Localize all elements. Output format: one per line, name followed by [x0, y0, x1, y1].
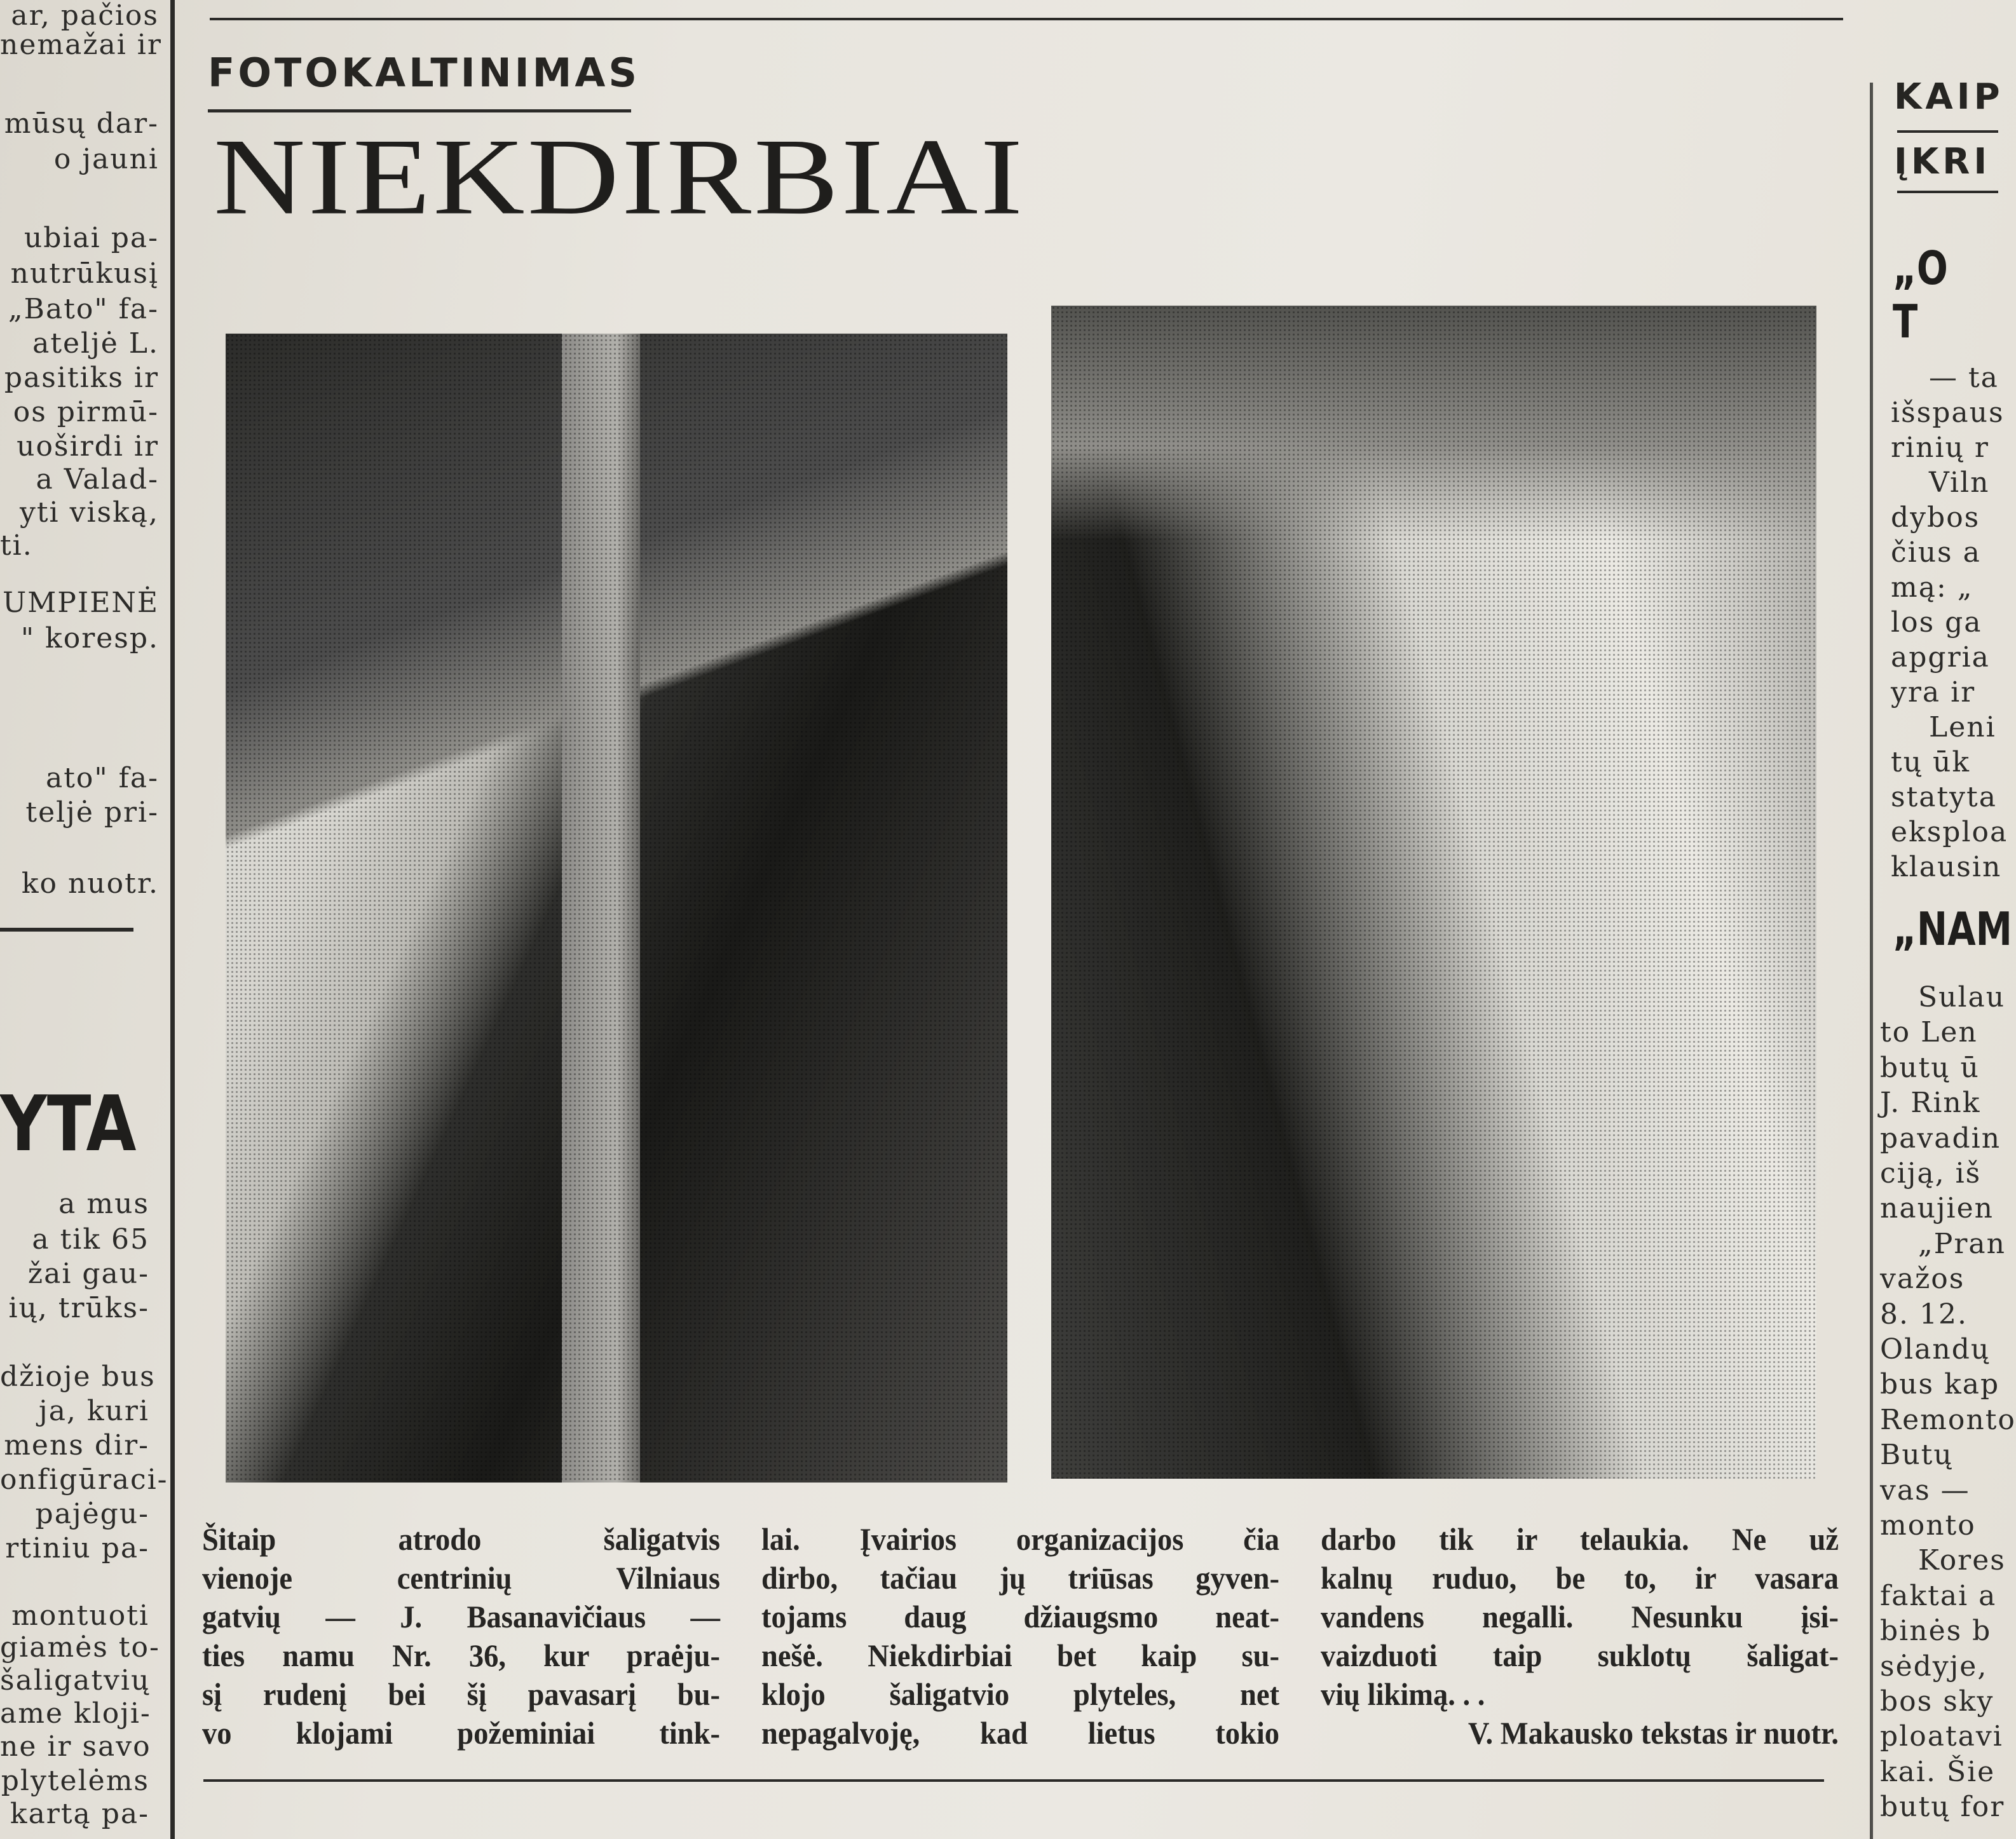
left-column-line: ar, pačios	[11, 0, 159, 32]
right-column-line: faktai a	[1880, 1579, 1997, 1612]
right-column-line: monto	[1880, 1509, 1976, 1542]
column-rule-right	[1870, 83, 1873, 1839]
right-column-line: mą: „	[1891, 571, 1973, 604]
caption-line: sį rudenį bei šį pavasarį bu-	[202, 1676, 720, 1712]
column-rule-left	[170, 0, 175, 1839]
left-column-line: nemažai ir	[0, 29, 162, 61]
caption-line: darbo tik ir telaukia. Ne už	[1321, 1521, 1839, 1557]
right-column-line: J. Rink	[1880, 1087, 1981, 1120]
right-subheading: „O T	[1893, 241, 1948, 348]
left-column-line: džioje bus	[0, 1361, 156, 1393]
photo-broken-sidewalk-street	[1051, 306, 1816, 1479]
caption-line: gatvių — J. Basanavičiaus —	[202, 1599, 720, 1634]
left-column-line: montuoti	[11, 1599, 149, 1632]
right-column-line: to Len	[1880, 1016, 1978, 1049]
left-column-line: pajėgu-	[35, 1498, 149, 1530]
right-column-line: butų for	[1880, 1791, 2005, 1824]
right-column-line: bos sky	[1880, 1685, 1994, 1718]
left-column-line: mūsų dar-	[4, 107, 159, 140]
bottom-rule	[203, 1779, 1824, 1782]
left-column-line: mens dir-	[4, 1429, 149, 1462]
left-column-line: a tik 65	[32, 1223, 149, 1256]
caption-line: vo klojami požeminiai tink-	[202, 1715, 720, 1751]
right-column-line: klausin	[1891, 851, 2002, 883]
kicker: FOTOKALTINIMAS	[208, 50, 640, 96]
right-heading-rule	[1897, 130, 1998, 133]
right-column-line: Butų	[1880, 1439, 1953, 1472]
left-column-line: ja, kuri	[39, 1395, 149, 1427]
left-column-line: ateljė L.	[32, 327, 159, 360]
left-column-line: o jauni	[53, 143, 159, 175]
caption-line: lai. Įvairios organizacijos čia	[761, 1521, 1279, 1557]
left-column-line: ko nuotr.	[21, 867, 159, 900]
left-column-line: onfigūraci-	[0, 1463, 168, 1496]
right-column-line: naujien	[1880, 1192, 1994, 1225]
right-column-line: pavadin	[1880, 1122, 2001, 1155]
right-column-line: važos	[1880, 1263, 1965, 1296]
left-column-line: ti.	[0, 529, 33, 562]
caption-line: nešė. Niekdirbiai bet kaip su-	[761, 1638, 1279, 1673]
right-column-line: eksploa	[1891, 816, 2008, 848]
left-column-line: ame kloji-	[0, 1697, 151, 1730]
left-column-line: plytelėms	[1, 1765, 149, 1797]
right-column-line: dybos	[1891, 501, 1980, 534]
right-column-line: sėdyje,	[1880, 1650, 1988, 1683]
right-column-line: rinių r	[1891, 431, 1989, 464]
caption-line: tojams daug džiaugsmo neat-	[761, 1599, 1279, 1634]
left-section-rule	[0, 928, 133, 932]
right-column-line: yra ir	[1891, 676, 1976, 709]
right-column-line: apgria	[1891, 641, 1990, 674]
left-column-line: teljė pri-	[25, 796, 159, 829]
left-column-line: „Bato" fa-	[8, 293, 159, 325]
caption-line: V. Makausko tekstas ir nuotr.	[1468, 1715, 1839, 1751]
top-rule	[210, 18, 1843, 20]
right-column-line: išspaus	[1891, 397, 2005, 429]
caption-line: vių likimą. . .	[1321, 1676, 1485, 1712]
left-column-line: pasitiks ir	[4, 362, 159, 394]
left-column-line: uoširdi ir	[17, 430, 159, 463]
right-heading-rule	[1897, 191, 1998, 193]
left-column-line: a mus	[58, 1188, 149, 1220]
left-column-line: ne ir savo	[0, 1730, 151, 1763]
left-column-line: giamės to-	[0, 1631, 160, 1664]
left-column-line: " koresp.	[20, 622, 159, 655]
left-column-line: UMPIENĖ	[3, 587, 159, 619]
right-column-line: Remonto	[1880, 1403, 2016, 1436]
right-column-line: Viln	[1929, 466, 1990, 499]
caption-line: kalnų ruduo, be to, ir vasara	[1321, 1560, 1839, 1596]
caption-line: vienoje centrinių Vilniaus	[202, 1560, 720, 1596]
left-column-heading: YTA	[0, 1080, 137, 1169]
left-column-line: kartą pa-	[10, 1798, 149, 1830]
left-column-line: os pirmū-	[13, 396, 159, 428]
caption-line: klojo šaligatvio plyteles, net	[761, 1676, 1279, 1712]
right-heading-line: KAIP	[1894, 76, 2004, 118]
left-column-line: ubiai pa-	[24, 222, 159, 254]
right-column-line: Olandų	[1880, 1333, 1991, 1366]
right-column-line: Kores	[1918, 1544, 2006, 1577]
left-column-line: ato" fa-	[45, 762, 159, 794]
right-heading-line: ĮKRI	[1894, 141, 1991, 182]
right-column-line: ploatavi	[1880, 1720, 2003, 1753]
right-column-line: Sulau	[1918, 981, 2006, 1014]
photo-broken-sidewalk-with-tree	[226, 334, 1007, 1483]
right-column-line: ciją, iš	[1880, 1157, 1982, 1190]
left-column-line: nutrūkusį	[10, 257, 159, 290]
caption-line: nepagalvoję, kad lietus tokio	[761, 1715, 1279, 1751]
headline: NIEKDIRBIAI	[214, 116, 1026, 238]
right-column-line: 8. 12.	[1880, 1298, 1968, 1331]
caption-line: vandens negalli. Nesunku įsi-	[1321, 1599, 1839, 1634]
caption-line: Šitaip atrodo šaligatvis	[202, 1521, 720, 1557]
left-column-line: ių, trūks-	[8, 1292, 149, 1324]
left-column-line: žai gau-	[27, 1258, 149, 1290]
caption-line: dirbo, tačiau jų triūsas gyven-	[761, 1560, 1279, 1596]
right-column-line: los ga	[1891, 606, 1982, 639]
right-column-line: vas —	[1880, 1474, 1970, 1507]
right-column-line: „Pran	[1918, 1227, 2006, 1260]
right-column-line: butų ū	[1880, 1051, 1980, 1084]
right-column-line: Leni	[1929, 711, 1996, 743]
caption-line: vaizduoti taip suklotų šaligat-	[1321, 1638, 1839, 1673]
left-column-line: a Valad-	[36, 463, 159, 496]
right-column-line: bus kap	[1880, 1368, 2000, 1401]
right-column-line: — ta	[1929, 362, 1999, 394]
right-column-line: binės b	[1880, 1615, 1992, 1648]
right-column-line: čius a	[1891, 536, 1981, 569]
right-column-line: statyta	[1891, 781, 1997, 813]
right-column-line: tų ūk	[1891, 746, 1971, 778]
caption-line: ties namu Nr. 36, kur praėju-	[202, 1638, 720, 1673]
left-column-line: šaligatvių	[0, 1664, 151, 1697]
right-column-line: kai. Šie	[1880, 1755, 1996, 1788]
left-column-line: rtiniu pa-	[5, 1532, 149, 1564]
right-subheading: „NAM	[1893, 902, 2012, 956]
left-column-line: yti viską,	[20, 496, 159, 529]
kicker-underline	[208, 109, 631, 112]
